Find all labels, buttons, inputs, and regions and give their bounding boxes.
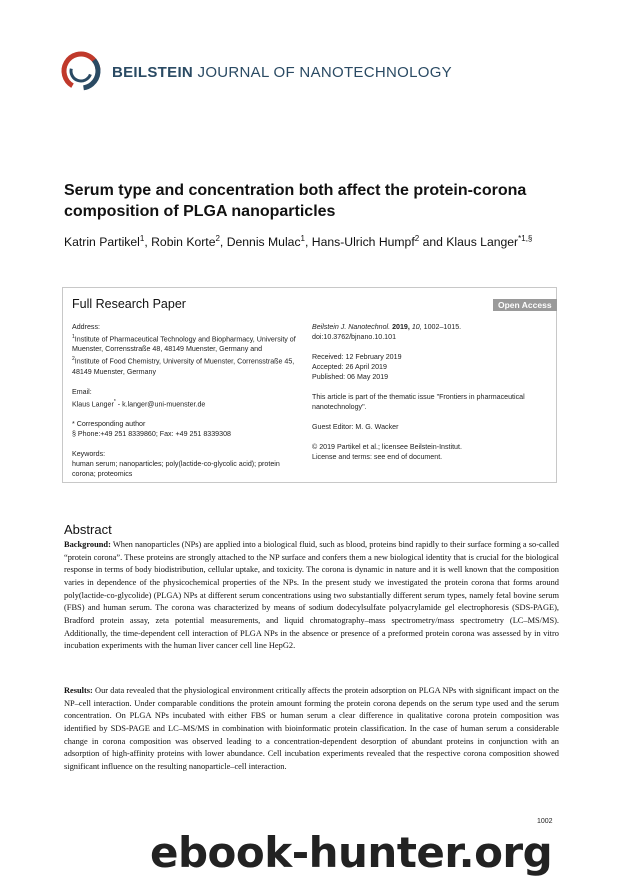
affiliation-2-number: 2 xyxy=(72,356,75,363)
address-label: Address: xyxy=(72,323,100,331)
journal-name xyxy=(112,64,452,81)
published-date: Published: 06 May 2019 xyxy=(312,373,389,381)
article-title: Serum type and concentration both affect the protein-corona composition of PLGA nanoparticles xyxy=(64,182,527,220)
page-number: 1002 xyxy=(537,818,553,825)
author-list xyxy=(64,234,584,249)
citation-year: 2019, xyxy=(392,323,410,331)
author-name: Dennis Mulac xyxy=(226,235,301,250)
citation-journal: Beilstein J. Nanotechnol. xyxy=(312,323,391,331)
author-affiliation: *1,§ xyxy=(518,234,533,243)
email-line xyxy=(72,397,297,409)
journal-name-bold: BEILSTEIN xyxy=(112,64,194,81)
keywords: human serum; nanoparticles; poly(lactide-co-glycolic acid); protein corona; proteomics xyxy=(72,460,280,479)
author-affiliation: 1 xyxy=(300,234,305,243)
email-label: Email: xyxy=(72,387,92,396)
thematic-issue: This article is part of the thematic issue "Frontiers in pharmaceutical nanotechnology". xyxy=(312,393,525,411)
watermark: ebook-hunter.org xyxy=(150,828,553,877)
info-right-column xyxy=(312,322,552,462)
author-affiliation: 2 xyxy=(215,234,220,243)
author-name: Katrin Partikel xyxy=(64,235,140,250)
journal-name-rest: JOURNAL OF NANOTECHNOLOGY xyxy=(197,64,452,81)
corresponding-author-note: * Corresponding author xyxy=(72,420,146,429)
author-name: Robin Korte xyxy=(151,235,216,250)
affiliation-1 xyxy=(72,332,297,354)
license: License and terms: see end of document. xyxy=(312,453,443,461)
results-label: Results: xyxy=(64,686,93,695)
doi[interactable]: doi:10.3762/bjnano.10.101 xyxy=(312,333,397,341)
background-label: Background: xyxy=(64,540,111,549)
author-separator: and xyxy=(419,235,447,250)
author-separator: , xyxy=(305,235,312,250)
beilstein-logo-icon xyxy=(60,50,102,92)
citation xyxy=(312,322,552,332)
guest-editor: Guest Editor: M. G. Wacker xyxy=(312,423,399,431)
article-type: Full Research Paper xyxy=(72,297,186,311)
author-affiliation: 2 xyxy=(414,234,420,243)
received-date: Received: 12 February 2019 xyxy=(312,353,402,361)
author-affiliation: 1 xyxy=(139,234,145,243)
abstract-background xyxy=(64,539,559,653)
abstract-heading: Abstract xyxy=(64,522,112,537)
author-separator: , xyxy=(144,235,152,250)
keywords-label: Keywords: xyxy=(72,450,106,459)
affiliation-1-number: 1 xyxy=(72,334,75,340)
author-separator: , xyxy=(219,235,227,250)
phone-fax: § Phone:+49 251 8339860; Fax: +49 251 8339308 xyxy=(72,430,231,439)
results-text: Our data revealed that the physiological environment critically affects the protein adsorption on PLGA NPs with significant impact on the NP–cell interaction. Under comparable conditions the protein amount forming the protein corona depends on the serum type used and the serum concentration. On PLGA NPs incubated with either FBS or human serum a clear difference in qualitative corona protein composition was identified by SDS-PAGE and LC–MS/MS in combination with bioinformatic protein classification. In the case of human serum a considerable change in corona composition was observed leading to a concentration-dependent desorption of abundant proteins in conjunction with an adsorption of high-affinity proteins with lower abundance. Cell incubation experiments revealed that the respective corona composition showed significant influence on the resulting nanoparticle–cell interaction. xyxy=(64,686,559,771)
accepted-date: Accepted: 26 April 2019 xyxy=(312,363,387,371)
background-text: When nanoparticles (NPs) are applied into a biological fluid, such as blood, proteins bind rapidly to their surface forming a so-called “protein corona”. These proteins are strongly attached to the NP surface and confers them a new biological identity that is crucial for the biological response in terms of body biodistribution, cellular uptake, and toxicity. The corona is dynamic in nature and it is well known that the composition varies in dependence of the physicochemical properties of the NPs. In the present study we investigated the protein corona that forms around poly(lactide-co-glycolide) (PLGA) NPs at different serum concentrations using two substantially different serum types, namely fetal bovine serum (FBS) and human serum. The corona was characterized by means of sodium dodecylsulfate polyacrylamide gel electrophoresis (SDS-PAGE), Bradford protein assay, zeta potential measurements, and liquid chromatography–mass spectrometry/mass spectrometry (LC–MS/MS). Additionally, the time-dependent cell interaction of PLGA NPs in the absence or presence of a preformed protein corona was assessed by in vitro incubation experiments with the human liver cancer cell line HepG2. xyxy=(64,540,559,651)
author-name: Klaus Langer xyxy=(446,235,519,250)
author-name: Hans-Ulrich Humpf xyxy=(311,235,415,250)
abstract-results xyxy=(64,685,559,774)
open-access-badge: Open Access xyxy=(493,299,557,311)
citation-pages: 1002–1015. xyxy=(423,323,462,331)
info-left-column xyxy=(72,322,297,479)
email-sup: * xyxy=(113,398,116,405)
email-address[interactable]: - k.langer@uni-muenster.de xyxy=(115,400,206,409)
affiliation-2-text: Institute of Food Chemistry, University of Muenster, Corrensstraße 45, 48149 Muenster, Germany xyxy=(72,357,295,376)
affiliation-2 xyxy=(72,354,297,376)
email-name: Klaus Langer xyxy=(72,400,114,409)
citation-volume: 10, xyxy=(411,323,422,331)
affiliation-1-text: Institute of Pharmaceutical Technology and Biopharmacy, University of Muenster, Corrensstraße 48, 48149 Muenster, Germany and xyxy=(72,335,296,354)
copyright: © 2019 Partikel et al.; licensee Beilstein-Institut. xyxy=(312,443,462,451)
